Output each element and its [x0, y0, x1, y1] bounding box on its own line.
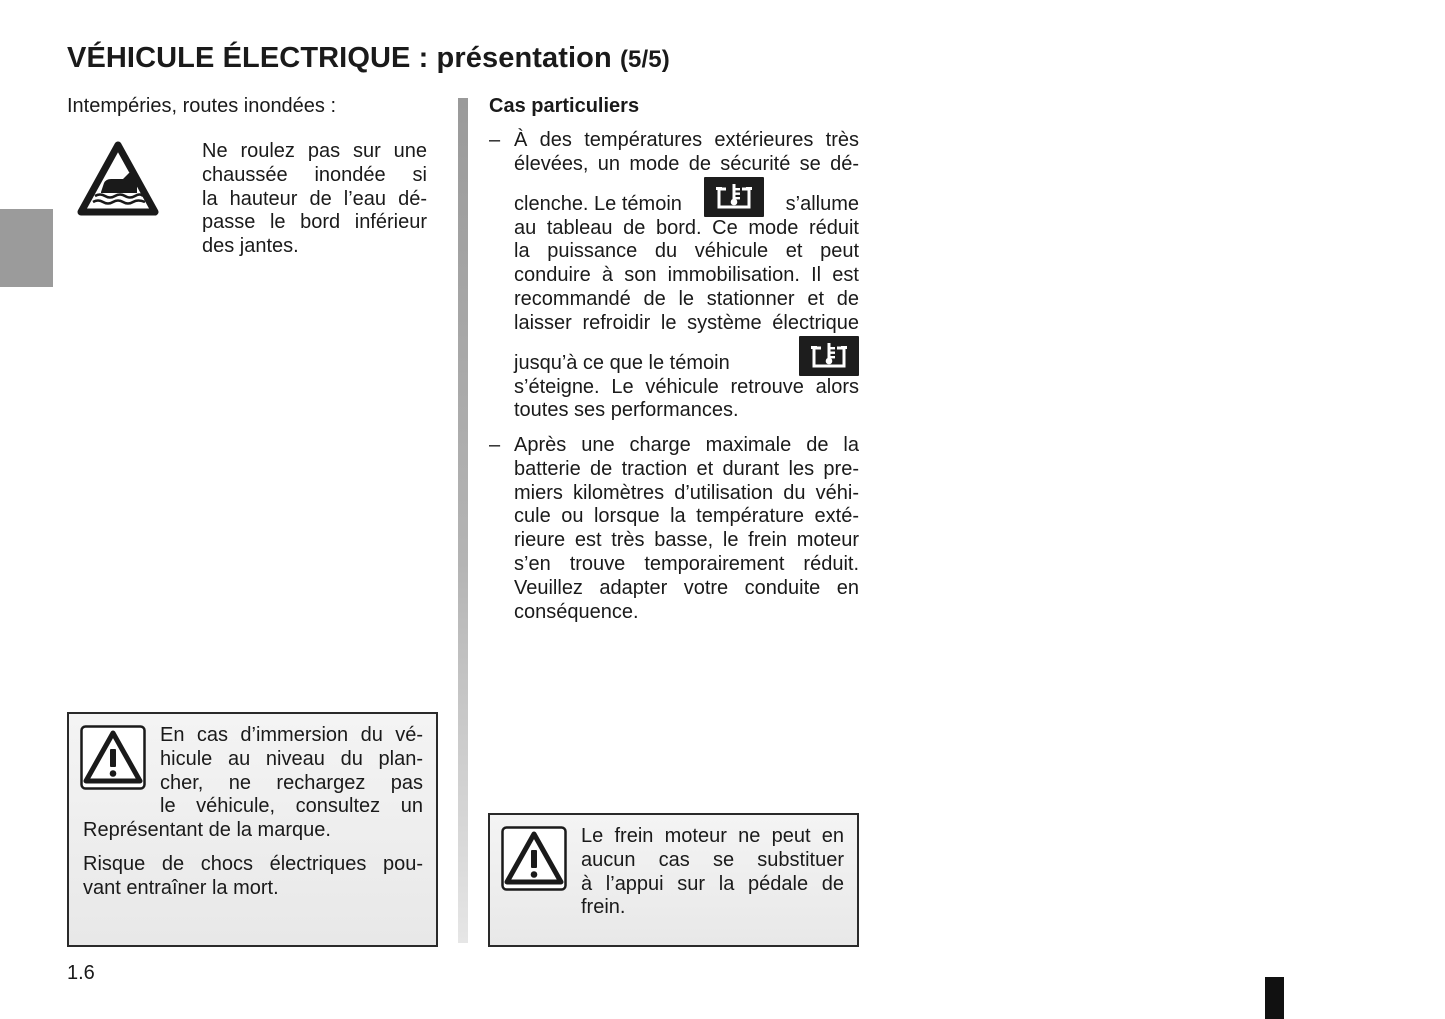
flood-intro: Intempéries, routes inondées :: [67, 95, 337, 117]
item-line-with-icon: [514, 177, 859, 217]
item-line: Veuillez adapter votre conduite en: [514, 576, 859, 599]
item-line: conduire à son immobilisation. Il est: [514, 264, 859, 287]
list-bullet: –: [489, 434, 501, 456]
item-line: la puissance du véhicule et peut: [514, 240, 859, 263]
list-bullet: –: [489, 129, 501, 151]
immersion-line: cher, ne rechargez pas: [160, 771, 423, 794]
flood-warning-line: Ne roulez pas sur une: [202, 140, 427, 162]
battery-temperature-warning-light-icon: [799, 336, 859, 376]
flood-warning-line: chaussée inondée si: [202, 163, 427, 186]
warning-triangle-icon: [501, 826, 567, 891]
item-line: au tableau de bord. Ce mode réduit: [514, 216, 859, 239]
item-line: conséquence.: [514, 600, 639, 623]
battery-temperature-warning-light-icon: [704, 177, 764, 217]
chapter-tab: [0, 209, 53, 287]
title-part-indicator: (5/5): [619, 46, 670, 73]
item-line: élevées, un mode de sécurité se dé-: [514, 152, 859, 175]
title-text: VÉHICULE ÉLECTRIQUE : présentation: [67, 42, 612, 74]
shock-risk-line: vant entraîner la mort.: [83, 876, 279, 899]
column-divider: [458, 98, 468, 943]
item-line-segment: s’allume: [785, 192, 859, 215]
item-line: batterie de traction et durant les pre-: [514, 457, 859, 480]
immersion-line: hicule au niveau du plan-: [160, 747, 423, 770]
brake-warning-line: à l’appui sur la pédale de: [581, 872, 844, 895]
list-item-engine-brake: [514, 434, 859, 624]
shock-risk-line: Risque de chocs électriques pou-: [83, 853, 423, 875]
item-line: recommandé de le stationner et de: [514, 287, 859, 310]
immersion-line: le véhicule, consultez un: [160, 795, 423, 818]
flood-warning-line: passe le bord inférieur: [202, 211, 427, 234]
brake-warning-line: Le frein moteur ne peut en: [581, 825, 844, 847]
item-line: toutes ses performances.: [514, 399, 739, 422]
flood-warning-line: la hauteur de l’eau dé-: [202, 187, 427, 210]
item-line: Après une charge maximale de la: [514, 434, 859, 456]
page-edge-marker: [1265, 977, 1284, 1019]
item-line: rieure est très basse, le frein moteur: [514, 529, 859, 552]
immersion-warning-box: [67, 712, 438, 947]
item-line: s’en trouve temporairement réduit.: [514, 552, 859, 575]
page-title: [67, 42, 670, 75]
list-item-high-temperature: [514, 129, 859, 423]
warning-triangle-icon: [80, 725, 146, 790]
item-line: miers kilomètres d’utilisation du véhi-: [514, 481, 859, 504]
brake-warning-line: aucun cas se substituer: [581, 848, 844, 871]
item-line: À des températures extérieures très: [514, 129, 859, 151]
item-line-segment: jusqu’à ce que le témoin: [514, 351, 730, 374]
brake-warning-line: frein.: [581, 896, 626, 919]
immersion-line: En cas d’immersion du vé-: [160, 724, 423, 746]
item-line-with-icon: [514, 336, 859, 376]
immersion-line: Représentant de la marque.: [83, 819, 331, 841]
flooded-road-warning-icon: [77, 140, 159, 218]
flood-warning-text: [202, 140, 427, 259]
section-heading: Cas particuliers: [489, 95, 640, 117]
flood-warning-line: des jantes.: [202, 235, 299, 258]
item-line: laisser refroidir le système électrique: [514, 311, 859, 334]
page-number: 1.6: [67, 962, 95, 984]
item-line: s’éteigne. Le véhicule retrouve alors: [514, 375, 859, 398]
item-line-segment: clenche. Le témoin: [514, 192, 682, 215]
item-line: cule ou lorsque la température exté-: [514, 505, 859, 528]
engine-brake-warning-box: [488, 813, 859, 947]
